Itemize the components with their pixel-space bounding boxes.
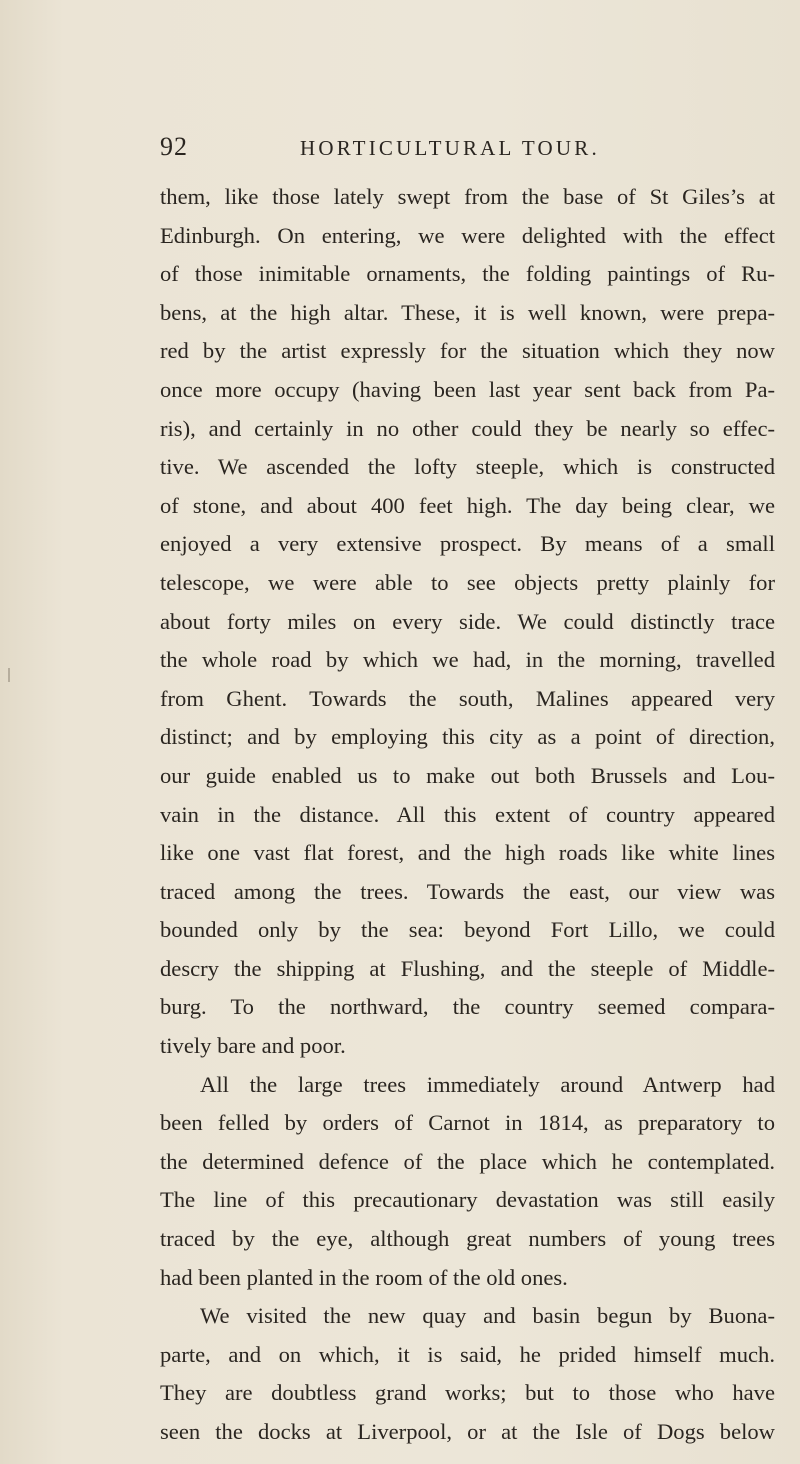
paragraph bbox=[160, 1297, 775, 1451]
text-line: vain in the distance. All this extent of country appeared bbox=[160, 801, 775, 827]
text-line: bounded only by the sea: beyond Fort Lillo, we could bbox=[160, 917, 775, 943]
text-line: bens, at the high altar. These, it is well known, were prepa- bbox=[160, 299, 775, 325]
text-line: All the large trees immediately around Antwerp had bbox=[200, 1071, 775, 1097]
text-line: parte, and on which, it is said, he prided himself much. bbox=[160, 1341, 775, 1367]
text-line: once more occupy (having been last year sent back from Pa- bbox=[160, 376, 775, 402]
text-line: been felled by orders of Carnot in 1814, as preparatory to bbox=[160, 1110, 775, 1136]
text-line: The line of this precautionary devastation was still easily bbox=[160, 1187, 775, 1213]
text-line: tively bare and poor. bbox=[160, 1033, 346, 1059]
text-line: ris), and certainly in no other could they be nearly so effec- bbox=[160, 415, 775, 441]
running-head: HORTICULTURAL TOUR. bbox=[300, 136, 600, 160]
text-line: of those inimitable ornaments, the folding paintings of Ru- bbox=[160, 261, 775, 287]
text-line: seen the docks at Liverpool, or at the Isle of Dogs below bbox=[160, 1419, 775, 1444]
text-line: descry the shipping at Flushing, and the steeple of Middle- bbox=[160, 955, 775, 981]
text-line: like one vast flat forest, and the high roads like white lines bbox=[160, 840, 775, 866]
text-line: traced by the eye, although great numbers of young trees bbox=[160, 1226, 775, 1252]
text-line: tive. We ascended the lofty steeple, which is constructed bbox=[160, 454, 775, 480]
text-line: They are doubtless grand works; but to those who have bbox=[160, 1380, 775, 1406]
text-line: of stone, and about 400 feet high. The day being clear, we bbox=[160, 492, 775, 518]
paragraph bbox=[160, 178, 775, 1066]
text-line: from Ghent. Towards the south, Malines appeared very bbox=[160, 685, 775, 711]
text-line: distinct; and by employing this city as a point of direction, bbox=[160, 724, 775, 750]
body-text bbox=[160, 178, 775, 1452]
text-line: about forty miles on every side. We could distinctly trace bbox=[160, 608, 775, 634]
text-line: the determined defence of the place which he contemplated. bbox=[160, 1148, 775, 1174]
text-line: our guide enabled us to make out both Brussels and Lou- bbox=[160, 762, 775, 788]
page-number: 92 bbox=[160, 132, 188, 161]
text-line: telescope, we were able to see objects pretty plainly for bbox=[160, 569, 775, 595]
text-line: red by the artist expressly for the situation which they now bbox=[160, 338, 775, 364]
text-line: had been planted in the room of the old ones. bbox=[160, 1264, 568, 1290]
paragraph bbox=[160, 1066, 775, 1298]
text-line: them, like those lately swept from the base of St Giles’s at bbox=[160, 184, 775, 209]
text-line: burg. To the northward, the country seemed compara- bbox=[160, 994, 775, 1020]
text-line: enjoyed a very extensive prospect. By means of a small bbox=[160, 531, 775, 557]
page-header bbox=[0, 132, 800, 172]
margin-mark bbox=[8, 668, 10, 682]
text-line: the whole road by which we had, in the morning, travelled bbox=[160, 647, 775, 673]
text-line: Edinburgh. On entering, we were delighted with the effect bbox=[160, 222, 775, 248]
text-line: We visited the new quay and basin begun by Buona- bbox=[200, 1303, 775, 1329]
text-line: traced among the trees. Towards the east, our view was bbox=[160, 878, 775, 904]
